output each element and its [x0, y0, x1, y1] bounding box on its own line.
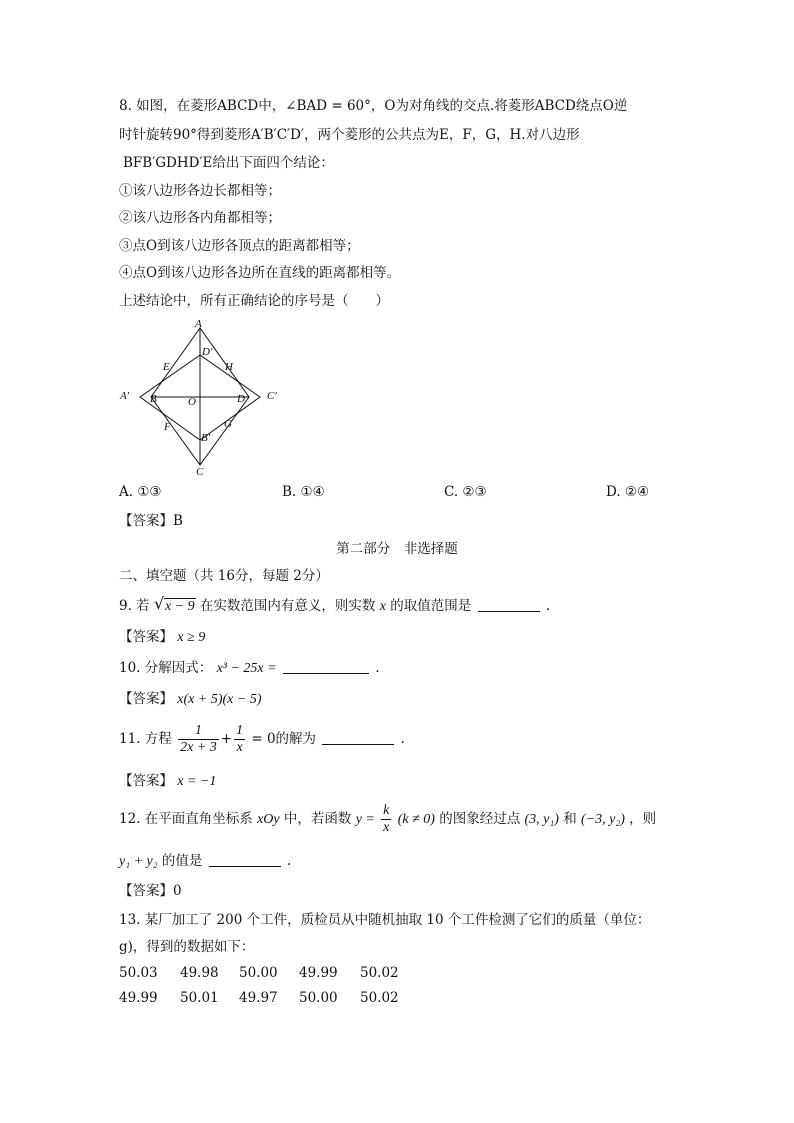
q9-variable: x	[379, 599, 386, 614]
data-cell: 49.98	[180, 965, 219, 981]
q8-conclusion-3: ③点O到该八边形各顶点的距离都相等；	[119, 238, 360, 254]
label-d: D	[237, 393, 245, 405]
q11-fraction-1	[178, 723, 219, 756]
q8-conclusion-2: ②该八边形各内角都相等；	[119, 210, 281, 226]
q10-line	[119, 659, 379, 678]
label-g: G	[224, 418, 232, 430]
q9-prefix: 9. 若	[119, 598, 150, 614]
q9-answer-tag: 【答案】	[119, 629, 173, 645]
label-b: B	[150, 393, 157, 405]
data-cell: 50.00	[239, 965, 278, 981]
q12-blank	[209, 852, 281, 867]
data-cell: 50.02	[360, 965, 399, 981]
q10-end: .	[375, 660, 380, 676]
label-a-prime: A′	[120, 390, 130, 402]
q12-denominator: x	[383, 820, 390, 835]
q8-conclusion-4: ④点O到该八边形各边所在直线的距离都相等。	[119, 265, 401, 281]
q9-blank	[478, 597, 540, 612]
q11-numerator-2: 1	[236, 723, 244, 738]
q10-blank	[283, 659, 369, 674]
q12-fraction	[381, 803, 391, 836]
q12-line-1	[119, 802, 656, 837]
q11-fraction-2	[234, 723, 245, 756]
q8-line-1: 8. 如图，在菱形ABCD中，∠BAD = 60°，O为对角线的交点.将菱形ABCD绕点O逆	[119, 98, 628, 114]
q10-answer	[119, 690, 261, 709]
part-heading: 第二部分 非选择题	[336, 541, 458, 557]
q12-answer: 【答案】0	[119, 883, 182, 899]
label-d-prime: D′	[202, 346, 213, 358]
q12-y-equals: y =	[355, 812, 375, 827]
q11-denominator-1: 2x + 3	[180, 740, 217, 755]
q11-equation-tail: = 0的解为	[251, 731, 317, 747]
q8-question: 上述结论中，所有正确结论的序号是（ ）	[119, 293, 389, 309]
q11-end: .	[400, 731, 405, 747]
q12-condition: (k ≠ 0)	[397, 812, 435, 827]
option-a: A. ①③	[119, 484, 162, 500]
q9-radical: √ x − 9	[153, 594, 195, 614]
q9-answer	[119, 628, 205, 647]
option-b: B. ①④	[282, 484, 325, 500]
q11-numerator-1: 1	[194, 723, 202, 738]
option-c: C. ②③	[444, 484, 487, 500]
q11-answer-value: x = −1	[177, 774, 217, 789]
q12-and: 和	[563, 811, 577, 827]
q13-line-1: 13. 某厂加工了 200 个工件，质检员从中随机抽取 10 个工件检测了它们的质量（单位：	[119, 912, 651, 928]
q12-point-1: (3, y₁)	[524, 812, 559, 827]
data-cell: 50.00	[299, 990, 338, 1006]
q9-answer-value: x ≥ 9	[177, 630, 206, 645]
q12-sum-expression: y₁ + y₂	[119, 854, 158, 869]
q13-line-2: g)，得到的数据如下：	[119, 939, 255, 955]
q9-middle: 在实数范围内有意义，则实数	[199, 598, 376, 614]
q11-prefix: 11. 方程	[119, 731, 172, 747]
q12-middle-2: 的图象经过点	[439, 811, 521, 827]
q9-radicand: x − 9	[164, 599, 195, 614]
q12-line-2-text: 的值是	[161, 853, 203, 869]
q11-answer	[119, 772, 216, 791]
data-cell: 49.97	[239, 990, 278, 1006]
data-cell: 49.99	[299, 965, 338, 981]
q9-line	[119, 594, 551, 616]
option-d: D. ②④	[606, 484, 650, 500]
q10-answer-value: x(x + 5)(x − 5)	[177, 692, 262, 707]
q12-coordinate-system: xOy	[257, 812, 280, 827]
q11-answer-tag: 【答案】	[119, 773, 173, 789]
label-f: F	[164, 421, 171, 433]
q8-line-3: BFB′GDHD′E给出下面四个结论：	[123, 155, 334, 171]
label-o: O	[188, 396, 196, 408]
q10-expression: x³ − 25x =	[216, 661, 277, 676]
data-cell: 50.01	[180, 990, 219, 1006]
q11-blank	[322, 730, 394, 745]
q12-point-2: (−3, y₂)	[581, 812, 625, 827]
q8-answer: 【答案】B	[119, 513, 183, 529]
data-cell: 50.03	[119, 965, 158, 981]
label-b-prime: B′	[201, 432, 211, 444]
label-a: A	[195, 318, 202, 330]
q12-middle: 中，若函数	[283, 811, 352, 827]
q12-suffix: ，则	[629, 811, 657, 827]
label-c: C	[196, 466, 204, 475]
q8-conclusion-1: ①该八边形各边长都相等；	[119, 183, 281, 199]
rhombus-figure	[115, 315, 295, 475]
q11-line	[119, 722, 405, 756]
section-heading: 二、填空题（共 16分，每题 2分）	[119, 568, 329, 584]
data-cell: 50.02	[360, 990, 399, 1006]
data-cell: 49.99	[119, 990, 158, 1006]
q8-line-2: 时针旋转90°得到菱形A′B′C′D′，两个菱形的公共点为E，F，G，H.对八边形	[119, 127, 580, 143]
q10-answer-tag: 【答案】	[119, 691, 173, 707]
q11-plus: +	[220, 731, 233, 747]
q12-numerator: k	[383, 803, 390, 818]
q9-suffix: 的取值范围是	[390, 598, 472, 614]
q12-line-2	[119, 852, 291, 871]
q9-end: .	[545, 598, 551, 614]
q12-end: .	[287, 853, 292, 869]
label-e: E	[163, 361, 170, 373]
label-c-prime: C′	[267, 390, 277, 402]
label-h: H	[225, 361, 233, 373]
q11-denominator-2: x	[234, 739, 245, 756]
q10-prefix: 10. 分解因式：	[119, 660, 213, 676]
q12-prefix: 12. 在平面直角坐标系	[119, 811, 253, 827]
